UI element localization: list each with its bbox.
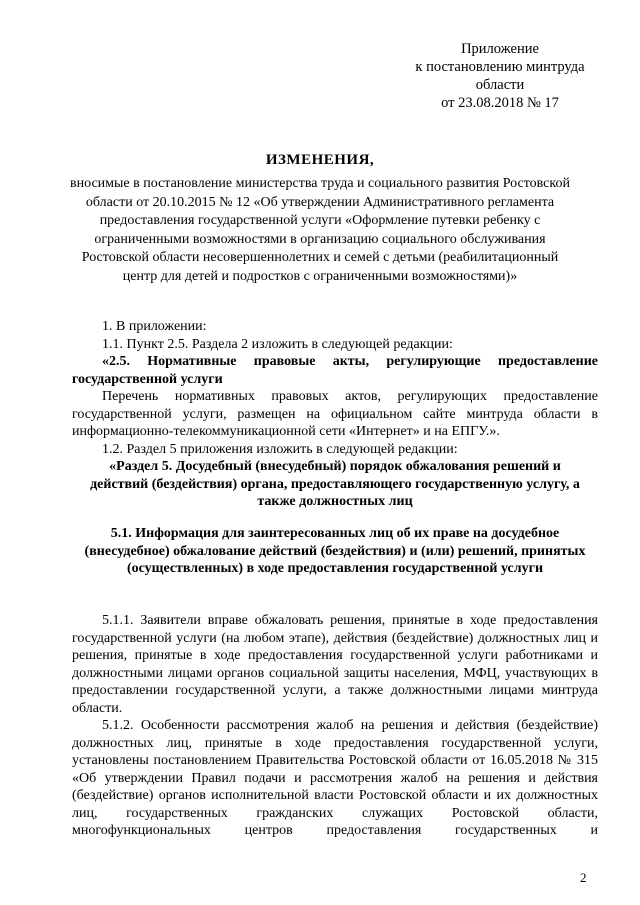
paragraph-heading: «2.5. Нормативные правовые акты, регулирующие предоставление государственной услуги xyxy=(72,354,598,387)
appendix-line: от 23.08.2018 № 17 xyxy=(441,95,559,111)
document-title: ИЗМЕНЕНИЯ, xyxy=(265,152,375,168)
amendments-body xyxy=(72,318,598,511)
section-heading: «Раздел 5. Досудебный (внесудебный) порядок обжалования решений и действий (бездействия) органа, предоставляющего государственную услугу, а также должностных лиц xyxy=(90,459,580,509)
paragraph: 1.2. Раздел 5 приложения изложить в следующей редакции: xyxy=(102,441,458,457)
paragraph: Перечень нормативных правовых актов, регулирующих предоставление государственной услуги, размещен на официальном сайте минтруда области в информационно-телекоммуникационной сети «Интернет» и на ЕПГУ.». xyxy=(72,389,598,439)
subsection-heading: 5.1. Информация для заинтересованных лиц об их праве на досудебное (внесудебное) обжалование действий (бездействия) и (или) решений, принятых (осуществленных) в ходе предоставления государственной услуги xyxy=(84,526,586,576)
paragraph: 5.1.1. Заявители вправе обжаловать решения, принятые в ходе предоставления государственной услуги (на любом этапе), действия (бездействие) должностных лиц и решения, принятые в ходе предоставления государственной услуги работниками и должностными лицами органов социальной защиты населения, МФЦ, участвующих в предоставлении государственной услуги, а также должностными лицами минтруда области. xyxy=(72,613,598,716)
paragraph: 1. В приложении: xyxy=(102,319,207,334)
appendix-header xyxy=(400,40,600,112)
appendix-line: области xyxy=(475,77,525,93)
paragraph: 1.1. Пункт 2.5. Раздела 2 изложить в следующей редакции: xyxy=(102,336,453,352)
section-body xyxy=(72,612,598,840)
appendix-line: к постановлению минтруда xyxy=(415,59,585,75)
document-subtitle: вносимые в постановление министерства труда и социального развития Ростовской области от 20.10.2015 № 12 «Об утверждении Административного регламента предоставления государственной услуги «Оформление путевки ребенку с ограниченными возможностями в организацию социального обслуживания Ростовской области несовершеннолетних и семей с детьми (реабилитационный центр для детей и подростков с ограниченными возможностями)» xyxy=(70,176,570,284)
paragraph: 5.1.2. Особенности рассмотрения жалоб на решения и действия (бездействие) должностных лиц, принятые в ходе предоставления государственной услуги, установлены постановлением Правительства Ростовской области от 16.05.2018 № 315 «Об утверждении Правил подачи и рассмотрения жалоб на решения и действия (бездействие) органов исполнительной власти Ростовской области и их должностных лиц, государственных гражданских служащих Ростовской области, многофункциональных центров предоставления государственных и xyxy=(72,718,598,838)
appendix-line: Приложение xyxy=(461,41,539,57)
page-number: 2 xyxy=(580,870,587,885)
